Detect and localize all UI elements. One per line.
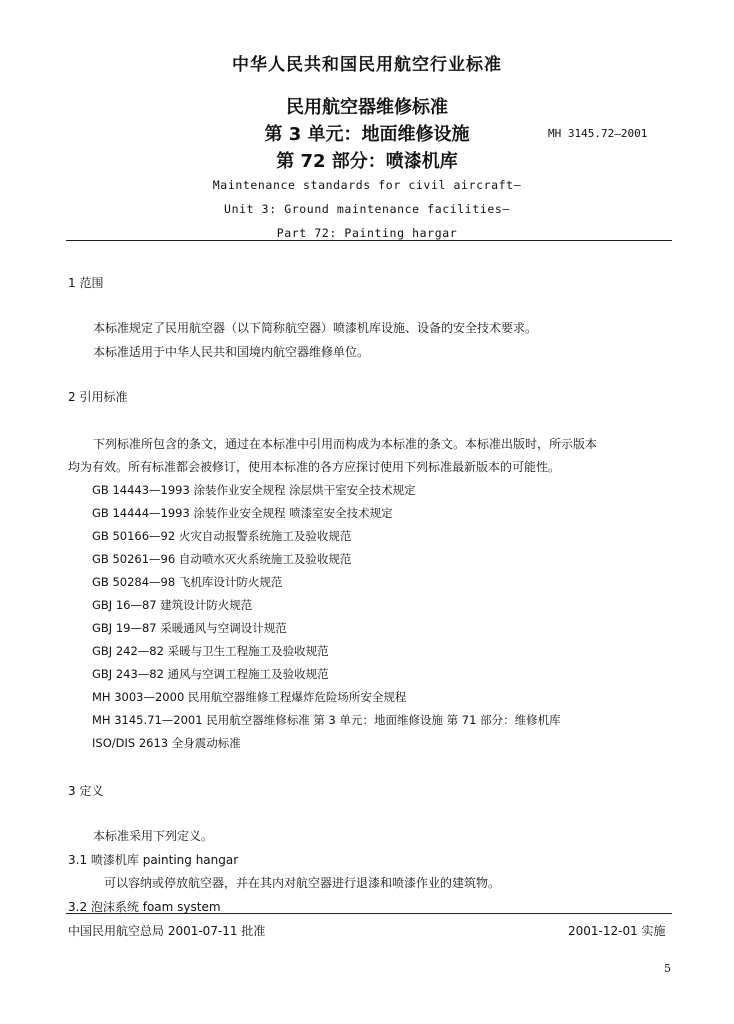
definition-term: 3.1 喷漆机库 painting hangar: [68, 853, 239, 867]
title-line-3: 第 72 部分：喷漆机库: [276, 151, 458, 172]
title-divider: [66, 240, 672, 241]
section-2-paragraph: 均为有效。所有标准都会被修订，使用本标准的各方应探讨使用下列标准最新版本的可能性。: [68, 460, 561, 474]
definition-term: 3.2 泡沫系统 foam system: [68, 900, 221, 914]
issuing-organization: 中华人民共和国民用航空行业标准: [232, 55, 502, 75]
english-title-line-2: Unit 3: Ground maintenance facilities—: [224, 202, 510, 216]
page-number: 5: [664, 962, 671, 975]
reference-item: GB 14443—1993 涂装作业安全规程 涂层烘干室安全技术规定: [92, 483, 416, 497]
reference-item: GBJ 16—87 建筑设计防火规范: [92, 598, 253, 612]
section-3-heading: 3 定义: [68, 784, 104, 798]
english-title-line-1: Maintenance standards for civil aircraft—: [212, 178, 522, 192]
reference-item: MH 3145.71—2001 民用航空器维修标准 第 3 单元：地面维修设施 第 71 部分：维修机库: [92, 713, 561, 727]
reference-item: GB 50166—92 火灾自动报警系统施工及验收规范: [92, 529, 352, 543]
footer-divider: [66, 913, 672, 914]
section-1-paragraph: 本标准适用于中华人民共和国境内航空器维修单位。: [93, 345, 370, 359]
section-1-paragraph: 本标准规定了民用航空器（以下简称航空器）喷漆机库设施、设备的安全技术要求。: [93, 321, 538, 335]
section-1-heading: 1 范围: [68, 276, 104, 290]
section-3-intro: 本标准采用下列定义。: [93, 829, 214, 843]
reference-item: GB 14444—1993 涂装作业安全规程 喷漆室安全技术规定: [92, 506, 393, 520]
english-title-line-3: Part 72: Painting hargar: [276, 226, 458, 240]
title-line-2: 第 3 单元：地面维修设施: [264, 124, 470, 145]
reference-item: MH 3003—2000 民用航空器维修工程爆炸危险场所安全规程: [92, 690, 407, 704]
standard-number: MH 3145.72—2001: [548, 127, 648, 140]
reference-item: GB 50284—98 飞机库设计防火规范: [92, 575, 283, 589]
definition-text: 可以容纳或停放航空器，并在其内对航空器进行退漆和喷漆作业的建筑物。: [104, 876, 501, 890]
implementation-date: 2001-12-01 实施: [568, 924, 666, 938]
title-line-1: 民用航空器维修标准: [286, 97, 448, 118]
reference-item: GB 50261—96 自动喷水灭火系统施工及验收规范: [92, 552, 352, 566]
section-2-paragraph: 下列标准所包含的条文，通过在本标准中引用而构成为本标准的条文。本标准出版时，所示版本: [93, 437, 598, 451]
reference-item: GBJ 19—87 采暖通风与空调设计规范: [92, 621, 287, 635]
section-2-heading: 2 引用标准: [68, 390, 128, 404]
approval-date: 中国民用航空总局 2001-07-11 批准: [68, 924, 266, 938]
reference-item: GBJ 243—82 通风与空调工程施工及验收规范: [92, 667, 329, 681]
reference-item: GBJ 242—82 采暖与卫生工程施工及验收规范: [92, 644, 329, 658]
reference-item: ISO/DIS 2613 全身震动标准: [92, 736, 241, 750]
